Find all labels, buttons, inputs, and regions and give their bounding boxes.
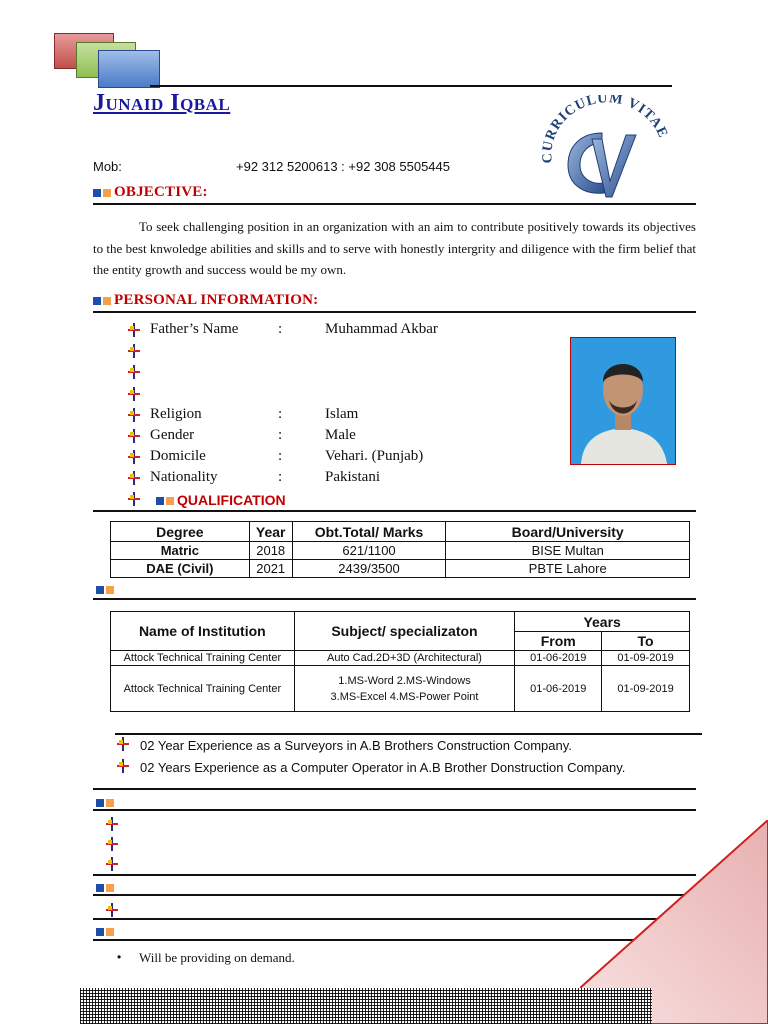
header-years: Years: [515, 612, 690, 632]
cell-to: 01-09-2019: [602, 666, 690, 712]
decor-box-blue: [98, 50, 160, 88]
header-year: Year: [249, 522, 292, 542]
personal-info-heading: [93, 292, 318, 309]
cell-subject-line2: 3.MS-Excel 4.MS-Power Point: [330, 690, 479, 703]
header-to: To: [602, 632, 690, 651]
square-orange-icon: [106, 928, 114, 936]
objective-rule: [93, 203, 696, 205]
personal-info-value: Islam: [325, 406, 359, 422]
qualification-title: QUALIFICATION: [177, 492, 286, 508]
cell-to: 01-09-2019: [602, 651, 690, 666]
experience-item: 02 Year Experience as a Surveyors in A.B Brothers Construction Company.: [140, 738, 572, 753]
cell-institution: Attock Technical Training Center: [111, 651, 295, 666]
header-from: From: [515, 632, 602, 651]
bullet-cross-icon: [106, 837, 118, 851]
header-subject: Subject/ specializaton: [294, 612, 515, 651]
cell-subject-line1: 1.MS-Word 2.MS-Windows: [338, 674, 471, 687]
bullet-cross-icon: [106, 857, 118, 871]
header-board: Board/University: [446, 522, 690, 542]
courses-table: [110, 611, 690, 712]
bullet-cross-icon: [128, 323, 140, 337]
bullet-cross-icon: [128, 344, 140, 358]
mobile-label: Mob:: [93, 159, 122, 174]
bullet-cross-icon: [128, 429, 140, 443]
personal-info-colon: :: [278, 448, 283, 464]
bullet-cross-icon: [128, 365, 140, 379]
bullet-cross-icon: [117, 759, 129, 773]
bullet-cross-icon: [106, 817, 118, 831]
personal-info-colon: :: [278, 469, 283, 485]
qualification-heading: [156, 492, 286, 508]
cv-logo-text: CURRICULUM VITAE: [540, 95, 670, 164]
cell-subject: Auto Cad.2D+3D (Architectural): [294, 651, 515, 666]
personal-info-value: Male: [325, 427, 356, 443]
personal-info-value: Muhammad Akbar: [325, 321, 438, 337]
personal-info-value: Pakistani: [325, 469, 380, 485]
experience-rule: [115, 733, 702, 735]
candidate-name: Junaid Iqbal: [93, 90, 231, 116]
square-orange-icon: [166, 497, 174, 505]
profile-photo: [570, 337, 676, 465]
cell-from: 01-06-2019: [515, 651, 602, 666]
header-institution: Name of Institution: [111, 612, 295, 651]
cell-from: 01-06-2019: [515, 666, 602, 712]
cv-logo-graphic: [540, 95, 670, 205]
bullet-cross-icon: [128, 450, 140, 464]
personal-info-label: Nationality: [150, 469, 218, 485]
qualification-table: [110, 521, 690, 578]
table-row: [111, 666, 690, 712]
cell-subject: [294, 666, 515, 712]
cell-marks: 621/1100: [292, 542, 446, 560]
square-blue-icon: [156, 497, 164, 505]
qualification-rule: [93, 510, 696, 512]
personal-info-colon: :: [278, 321, 283, 337]
square-blue-icon: [93, 297, 101, 305]
mobile-value: +92 312 5200613 : +92 308 5505445: [236, 159, 450, 174]
personal-info-label: Father’s Name: [150, 321, 239, 337]
personal-info-label: Religion: [150, 406, 202, 422]
references-bullet: •: [117, 950, 122, 964]
cell-year: 2018: [249, 542, 292, 560]
cell-institution: Attock Technical Training Center: [111, 666, 295, 712]
square-orange-icon: [103, 189, 111, 197]
cell-board: PBTE Lahore: [446, 560, 690, 578]
objective-title: OBJECTIVE:: [114, 184, 208, 200]
personal-info-title: PERSONAL INFORMATION:: [114, 292, 319, 308]
bullet-cross-icon: [128, 492, 140, 506]
courses-rule: [93, 598, 696, 600]
cell-degree: DAE (Civil): [111, 560, 250, 578]
top-rule: [150, 85, 672, 87]
table-row: [111, 651, 690, 666]
objective-text: To seek challenging position in an organization with an aim to contribute positively towards its objectives to the best knwoledge abilities and skills and to serve with honestly intergrity and diligence with the firm belief that the entity growth and success would be my own.: [93, 219, 696, 277]
bullet-cross-icon: [106, 903, 118, 917]
square-orange-icon: [106, 586, 114, 594]
section-rule: [93, 809, 696, 811]
cell-year: 2021: [249, 560, 292, 578]
cell-degree: Matric: [111, 542, 250, 560]
courses-heading: [96, 581, 114, 599]
experience-item: 02 Years Experience as a Computer Operator in A.B Brother Donstruction Company.: [140, 760, 626, 775]
cv-logo: [540, 95, 670, 205]
references-text: Will be providing on demand.: [139, 950, 295, 965]
qualification-header-row: [111, 522, 690, 542]
header-degree: Degree: [111, 522, 250, 542]
square-blue-icon: [96, 884, 104, 892]
cell-board: BISE Multan: [446, 542, 690, 560]
square-blue-icon: [96, 799, 104, 807]
person-silhouette-icon: [571, 338, 675, 464]
personal-info-colon: :: [278, 406, 283, 422]
objective-heading: [93, 184, 208, 201]
bullet-cross-icon: [128, 471, 140, 485]
personal-info-label: Gender: [150, 427, 195, 443]
bullet-cross-icon: [117, 737, 129, 751]
square-blue-icon: [96, 928, 104, 936]
section-rule: [93, 788, 696, 790]
bullet-cross-icon: [128, 408, 140, 422]
personal-info-rule: [93, 311, 696, 313]
header-marks: Obt.Total/ Marks: [292, 522, 446, 542]
bullet-cross-icon: [128, 387, 140, 401]
square-orange-icon: [103, 297, 111, 305]
personal-info-colon: :: [278, 427, 283, 443]
square-blue-icon: [96, 586, 104, 594]
square-orange-icon: [106, 884, 114, 892]
table-row: [111, 542, 690, 560]
courses-header-row: [111, 612, 690, 632]
table-row: [111, 560, 690, 578]
personal-info-value: Vehari. (Punjab): [325, 448, 424, 464]
square-orange-icon: [106, 799, 114, 807]
cell-marks: 2439/3500: [292, 560, 446, 578]
decor-dotted-band: [80, 988, 652, 1024]
personal-info-label: Domicile: [150, 448, 206, 464]
square-blue-icon: [93, 189, 101, 197]
